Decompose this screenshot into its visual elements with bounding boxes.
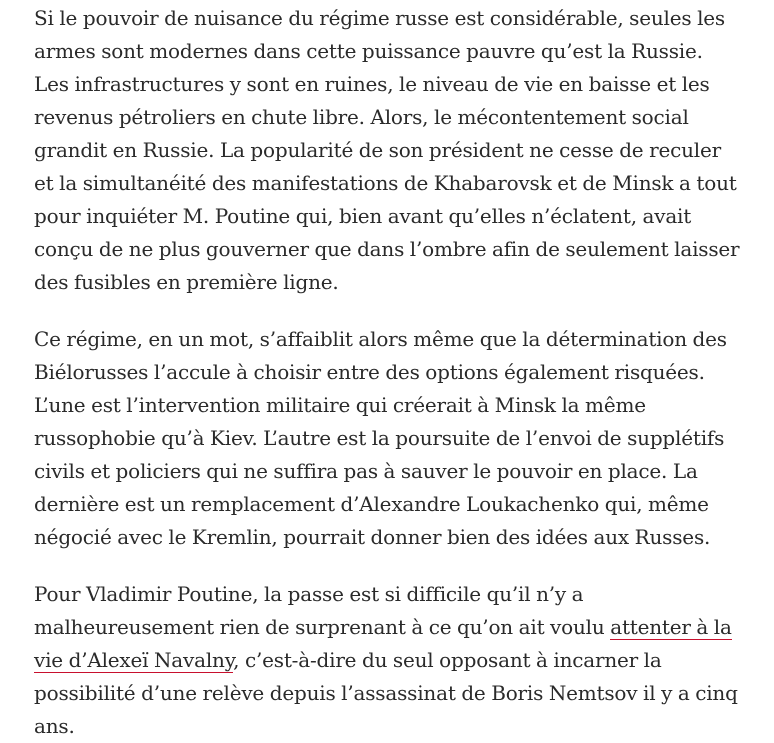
navalny-article-link[interactable]: attenter à la vie d’Alexeï Navalny [34,615,732,672]
paragraph-3-text-before: Pour Vladimir Poutine, la passe est si difficile qu’il n’y a malheureusement rien de surprenant à ce qu’on ait voulu [34,582,611,639]
paragraph-2: Ce régime, en un mot, s’affaiblit alors même que la détermination des Biélorusses l’accule à choisir entre des options également risquées. L’une est l’intervention militaire qui créerait à Minsk la même russophobie qu’à Kiev. L’autre est la poursuite de l’envoi de supplétifs civils et policiers qui ne suffira pas à sauver le pouvoir en place. La dernière est un remplacement d’Alexandre Loukachenko qui, même négocié avec le Kremlin, pourrait donner bien des idées aux Russes. [34,327,727,549]
paragraph-3-text-after: , c’est-à-dire du seul opposant à incarner la possibilité d’une relève depuis l’assassinat de Boris Nemtsov il y a cinq ans. [34,648,738,738]
paragraph-1: Si le pouvoir de nuisance du régime russe est considérable, seules les armes sont modernes dans cette puissance pauvre qu’est la Russie. Les infrastructures y sont en ruines, le niveau de vie en baisse et les revenus pétroliers en chute libre. Alors, le mécontentement social grandit en Russie. La popularité de son président ne cesse de reculer et la simultanéité des manifestations de Khabarovsk et de Minsk a tout pour inquiéter M. Poutine qui, bien avant qu’elles n’éclatent, avait conçu de ne plus gouverner que dans l’ombre afin de seulement laisser des fusibles en première ligne. [34,6,740,294]
paragraph-3 [34,578,740,743]
